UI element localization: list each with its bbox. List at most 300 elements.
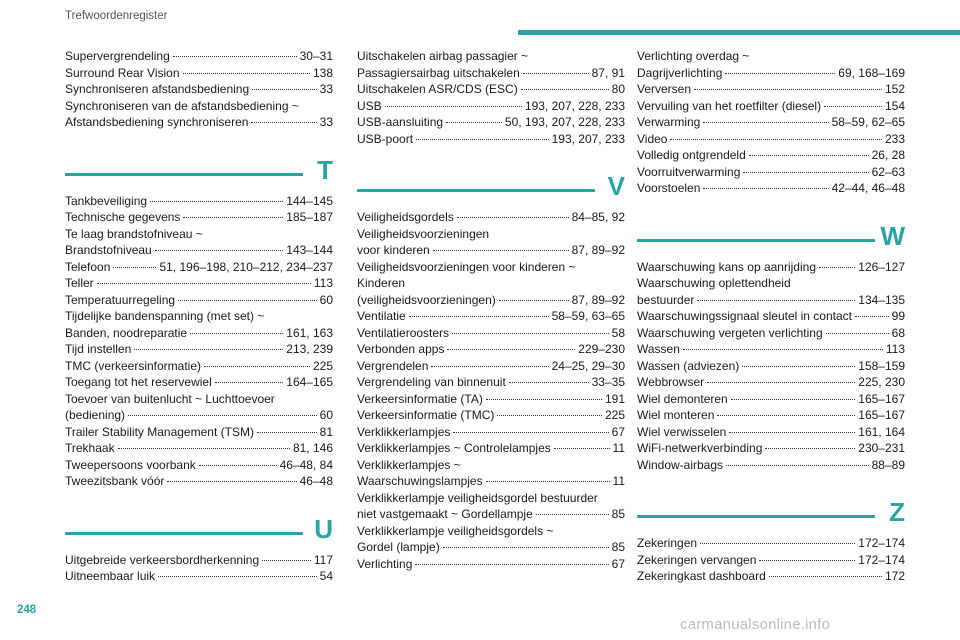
index-entry: [357, 424, 625, 441]
entry-text-line: Verklikkerlampjes ~: [357, 457, 461, 472]
entry-page-ref: 60: [319, 292, 333, 307]
entry-term: Surround Rear Vision: [65, 65, 180, 80]
index-entry: [637, 81, 905, 98]
section-rule: [637, 239, 875, 242]
entry-leader-row: [65, 242, 333, 259]
entry-term: Verkeersinformatie (TMC): [357, 408, 495, 422]
index-entry: [65, 65, 333, 82]
dot-leader: [707, 382, 855, 383]
entry-text-line: Veiligheidsvoorzieningen voor kinderen ~: [357, 259, 576, 274]
index-entry: [65, 440, 333, 457]
entry-term: Verversen: [637, 82, 692, 96]
dot-leader: [743, 172, 868, 173]
dot-leader: [683, 349, 883, 350]
running-header: Trefwoordenregister: [65, 10, 168, 22]
entry-page-ref: 46–48: [299, 474, 333, 488]
dot-leader: [150, 201, 283, 202]
entry-leader-row: [637, 292, 905, 309]
dot-leader: [155, 250, 284, 251]
entry-leader-row: [637, 424, 905, 441]
dot-leader: [749, 155, 869, 156]
dot-leader: [262, 560, 311, 561]
entry-term: Tweezitsbank vóór: [65, 474, 165, 488]
entry-leader-row: [637, 358, 905, 375]
entry-term: Vergrendelen: [357, 358, 429, 373]
entry-leader-row: [637, 440, 905, 457]
dot-leader: [703, 122, 828, 123]
entry-page-ref: 185–187: [286, 210, 333, 224]
entry-term: Afstandsbediening synchroniseren: [65, 115, 249, 129]
index-entry: [637, 275, 905, 308]
index-entry: [637, 391, 905, 408]
entry-page-ref: 67: [611, 556, 625, 571]
index-entry: [357, 48, 625, 81]
entry-leader-row: [357, 424, 625, 441]
entry-page-ref: 229–230: [578, 342, 625, 356]
index-entry: [357, 81, 625, 98]
index-entry: [637, 440, 905, 457]
index-entry: [65, 48, 333, 65]
dot-leader: [173, 56, 297, 57]
index-entry: [357, 308, 625, 325]
entry-text-line: Waarschuwing oplettendheid: [637, 276, 791, 290]
dot-leader: [453, 432, 608, 433]
entry-leader-row: [65, 552, 333, 569]
entry-term: Veiligheidsgordels: [357, 210, 454, 224]
entry-term: Uitschakelen ASR/CDS (ESC): [357, 82, 518, 96]
entry-leader-row: [357, 308, 625, 325]
index-entry: [357, 490, 625, 523]
entry-leader-row: [65, 440, 333, 457]
entry-page-ref: 33: [319, 82, 333, 96]
dot-leader: [694, 89, 882, 90]
index-entry: [357, 407, 625, 424]
entry-page-ref: 50, 193, 207, 228, 233: [504, 115, 625, 129]
entry-term: bestuurder: [637, 292, 695, 307]
entry-term: Video: [637, 131, 668, 146]
index-entry: [65, 308, 333, 341]
dot-leader: [742, 366, 855, 367]
index-entry: [637, 424, 905, 441]
section-rule: [65, 532, 303, 535]
entry-page-ref: 134–135: [858, 292, 905, 307]
dot-leader: [385, 106, 522, 107]
entry-page-ref: 126–127: [858, 259, 905, 274]
index-entry: [357, 457, 625, 490]
section-letter: U: [314, 513, 333, 544]
entry-leader-row: [637, 568, 905, 585]
index-entry: [637, 358, 905, 375]
entry-term: Trailer Stability Management (TSM): [65, 424, 254, 439]
index-entry: [65, 193, 333, 210]
entry-page-ref: 87, 91: [591, 65, 625, 80]
entry-page-ref: 117: [313, 552, 333, 567]
index-column-2: [357, 48, 625, 572]
index-entry: [637, 568, 905, 585]
dot-leader: [554, 448, 610, 449]
page-number: 248: [17, 604, 37, 616]
entry-term: Gordel (lampje): [357, 540, 440, 554]
entry-text-line: Tijdelijke bandenspanning (met set) ~: [65, 309, 265, 323]
entry-page-ref: 88–89: [871, 457, 905, 472]
entry-leader-row: [637, 147, 905, 164]
entry-leader-row: [357, 209, 625, 226]
entry-leader-row: [65, 341, 333, 358]
entry-text-line: Synchroniseren van de afstandsbediening ~: [65, 98, 299, 113]
dot-leader: [178, 300, 317, 301]
entry-leader-row: [637, 552, 905, 569]
index-entry: [637, 164, 905, 181]
entry-term: Uitgebreide verkeersbordherkenning: [65, 552, 260, 567]
entry-term: Wassen: [637, 342, 680, 356]
dot-leader: [113, 267, 156, 268]
dot-leader: [536, 514, 609, 515]
index-entry: [65, 259, 333, 276]
entry-page-ref: 60: [319, 408, 333, 422]
entry-page-ref: 172–174: [858, 552, 905, 567]
entry-page-ref: 213, 239: [286, 342, 333, 356]
entry-page-ref: 26, 28: [871, 148, 905, 162]
section-rule: [357, 189, 595, 192]
entry-term: Wassen (adviezen): [637, 358, 740, 373]
entry-leader-row: [637, 341, 905, 358]
entry-leader-row: [65, 358, 333, 375]
entry-term: Tankbeveiliging: [65, 193, 148, 208]
dot-leader: [731, 399, 856, 400]
index-entry: [65, 81, 333, 98]
entry-leader-row: [65, 259, 333, 276]
entry-text-line: Verklikkerlampje veiligheidsgordels ~: [357, 523, 554, 538]
entry-leader-row: [357, 374, 625, 391]
dot-leader: [499, 300, 569, 301]
section-header: [637, 495, 905, 531]
entry-term: Telefoon: [65, 259, 111, 274]
index-entry: [357, 98, 625, 115]
dot-leader: [697, 300, 855, 301]
entry-leader-row: [65, 275, 333, 292]
entry-term: Wiel monteren: [637, 408, 715, 422]
entry-term: (bediening): [65, 408, 126, 422]
dot-leader: [509, 382, 589, 383]
section-header: [637, 219, 905, 255]
entry-page-ref: 46–48, 84: [279, 457, 333, 472]
entry-term: Webbrowser: [637, 375, 705, 389]
entry-leader-row: [637, 164, 905, 181]
entry-leader-row: [357, 98, 625, 115]
entry-term: Verbonden apps: [357, 342, 445, 356]
dot-leader: [128, 415, 317, 416]
entry-text-line: Toevoer van buitenlucht ~ Luchttoevoer: [65, 391, 275, 406]
index-entry: [65, 457, 333, 474]
dot-leader: [415, 564, 608, 565]
entry-text-line: Verklikkerlampje veiligheidsgordel bestuurder: [357, 490, 598, 505]
dot-leader: [486, 481, 610, 482]
dot-leader: [523, 73, 589, 74]
entry-leader-row: [65, 424, 333, 441]
entry-page-ref: 233: [884, 131, 905, 146]
entry-term: Waarschuwingssignaal sleutel in contact: [637, 309, 852, 323]
dot-leader: [521, 89, 609, 90]
index-entry: [357, 114, 625, 131]
entry-term: Volledig ontgrendeld: [637, 148, 746, 162]
index-entry: [637, 180, 905, 197]
index-entry: [357, 325, 625, 342]
entry-leader-row: [65, 325, 333, 342]
entry-page-ref: 87, 89–92: [571, 292, 625, 307]
entry-leader-row: [357, 325, 625, 342]
entry-term: Window-airbags: [637, 457, 724, 472]
index-column-1: [65, 48, 333, 585]
index-entry: [637, 535, 905, 552]
entry-page-ref: 11: [612, 441, 625, 455]
entry-term: voor kinderen: [357, 243, 430, 257]
entry-term: niet vastgemaakt ~ Gordellampje: [357, 507, 533, 521]
entry-leader-row: [357, 440, 625, 457]
section-letter: W: [880, 220, 905, 251]
entry-leader-row: [357, 292, 625, 309]
index-entry: [357, 391, 625, 408]
section-rule: [637, 515, 875, 518]
dot-leader: [725, 73, 835, 74]
entry-page-ref: 113: [885, 342, 905, 356]
entry-page-ref: 42–44, 46–48: [831, 181, 905, 195]
entry-page-ref: 81: [319, 424, 333, 439]
entry-leader-row: [65, 65, 333, 82]
entry-page-ref: 113: [313, 276, 333, 290]
dot-leader: [759, 560, 855, 561]
entry-leader-row: [357, 407, 625, 424]
entry-page-ref: 58–59, 63–65: [551, 309, 625, 323]
entry-leader-row: [357, 556, 625, 573]
section-header: [357, 169, 625, 205]
entry-page-ref: 24–25, 29–30: [551, 358, 625, 373]
index-entry: [357, 358, 625, 375]
entry-term: Verkeersinformatie (TA): [357, 391, 483, 406]
index-entry: [637, 325, 905, 342]
index-entry: [65, 292, 333, 309]
entry-page-ref: 161, 164: [858, 424, 905, 439]
index-entry: [65, 98, 333, 131]
entry-leader-row: [637, 457, 905, 474]
entry-page-ref: 99: [891, 309, 905, 323]
index-entry: [65, 358, 333, 375]
dot-leader: [819, 267, 855, 268]
entry-term: USB-aansluiting: [357, 115, 444, 129]
entry-leader-row: [65, 114, 333, 131]
entry-page-ref: 158–159: [858, 358, 905, 373]
entry-leader-row: [357, 506, 625, 523]
dot-leader: [717, 415, 855, 416]
watermark: carmanualsonline.info: [680, 616, 831, 633]
index-entry: [637, 407, 905, 424]
dot-leader: [765, 448, 855, 449]
entry-page-ref: 58: [611, 325, 625, 340]
index-entry: [357, 259, 625, 309]
entry-term: Waarschuwing kans op aanrijding: [637, 259, 816, 274]
dot-leader: [252, 89, 317, 90]
entry-page-ref: 193, 207, 228, 233: [524, 98, 625, 113]
entry-leader-row: [357, 242, 625, 259]
entry-page-ref: 33: [319, 115, 333, 129]
section-letter: V: [607, 171, 625, 201]
entry-leader-row: [637, 407, 905, 424]
entry-leader-row: [65, 473, 333, 490]
entry-page-ref: 33–35: [591, 375, 625, 389]
entry-page-ref: 58–59, 62–65: [831, 115, 905, 129]
entry-leader-row: [357, 391, 625, 408]
dot-leader: [486, 399, 602, 400]
index-entry: [637, 259, 905, 276]
dot-leader: [497, 415, 602, 416]
dot-leader: [134, 349, 283, 350]
entry-page-ref: 193, 207, 233: [551, 131, 625, 146]
entry-leader-row: [637, 259, 905, 276]
entry-page-ref: 30–31: [299, 49, 333, 63]
index-entry: [637, 552, 905, 569]
entry-term: Zekeringen: [637, 536, 698, 550]
entry-page-ref: 165–167: [858, 408, 905, 422]
entry-term: (veiligheidsvoorzieningen): [357, 292, 496, 307]
index-entry: [65, 226, 333, 259]
entry-leader-row: [65, 292, 333, 309]
entry-leader-row: [357, 114, 625, 131]
entry-term: Verklikkerlampjes ~ Controlelampjes: [357, 441, 551, 455]
entry-page-ref: 81, 146: [292, 441, 333, 455]
entry-page-ref: 230–231: [858, 441, 905, 455]
dot-leader: [215, 382, 284, 383]
index-entry: [65, 568, 333, 585]
entry-term: Vervuiling van het roetfilter (diesel): [637, 98, 822, 113]
index-entry: [637, 131, 905, 148]
dot-leader: [670, 139, 881, 140]
dot-leader: [826, 333, 889, 334]
entry-page-ref: 138: [312, 65, 333, 80]
entry-page-ref: 161, 163: [286, 325, 333, 340]
index-entry: [637, 48, 905, 81]
section-header: [65, 512, 333, 548]
entry-page-ref: 225: [312, 358, 333, 373]
index-entry: [637, 374, 905, 391]
entry-text-line: Te laag brandstofniveau ~: [65, 226, 203, 241]
entry-term: Wiel verwisselen: [637, 424, 727, 439]
entry-text-line: Veiligheidsvoorzieningen: [357, 226, 490, 241]
entry-leader-row: [637, 535, 905, 552]
dot-leader: [700, 543, 855, 544]
index-entry: [65, 552, 333, 569]
index-entry: [637, 147, 905, 164]
entry-term: Tijd instellen: [65, 342, 132, 356]
dot-leader: [433, 250, 569, 251]
entry-page-ref: 172: [884, 569, 905, 583]
entry-page-ref: 172–174: [858, 536, 905, 550]
index-entry: [357, 341, 625, 358]
entry-leader-row: [357, 65, 625, 82]
entry-page-ref: 85: [611, 540, 625, 554]
index-entry: [357, 131, 625, 148]
entry-text-line: Verlichting overdag ~: [637, 49, 750, 63]
entry-page-ref: 51, 196–198, 210–212, 234–237: [159, 259, 333, 274]
entry-page-ref: 191: [604, 391, 625, 406]
dot-leader: [729, 432, 855, 433]
entry-page-ref: 144–145: [286, 193, 333, 208]
entry-page-ref: 143–144: [286, 243, 333, 257]
entry-leader-row: [357, 131, 625, 148]
entry-leader-row: [637, 114, 905, 131]
entry-term: Uitneembaar luik: [65, 569, 156, 583]
section-letter: Z: [889, 497, 905, 527]
entry-leader-row: [637, 131, 905, 148]
entry-page-ref: 69, 168–169: [838, 65, 905, 80]
entry-leader-row: [65, 374, 333, 391]
entry-term: Supervergrendeling: [65, 49, 170, 63]
index-entry: [637, 308, 905, 325]
dot-leader: [190, 333, 283, 334]
entry-leader-row: [637, 308, 905, 325]
entry-term: Voorstoelen: [637, 181, 701, 195]
entry-term: Waarschuwing vergeten verlichting: [637, 325, 823, 340]
index-entry: [65, 209, 333, 226]
entry-page-ref: 87, 89–92: [571, 243, 625, 257]
section-rule: [65, 173, 303, 176]
entry-term: Waarschuwingslampjes: [357, 474, 483, 488]
entry-page-ref: 85: [611, 507, 625, 521]
entry-term: TMC (verkeersinformatie): [65, 358, 202, 373]
entry-leader-row: [637, 81, 905, 98]
entry-term: Zekeringen vervangen: [637, 552, 757, 567]
dot-leader: [431, 366, 548, 367]
dot-leader: [452, 333, 609, 334]
dot-leader: [446, 122, 502, 123]
entry-page-ref: 165–167: [858, 391, 905, 406]
header-accent-bar: [518, 30, 960, 35]
dot-leader: [726, 465, 869, 466]
dot-leader: [199, 465, 277, 466]
entry-term: Verlichting: [357, 556, 413, 571]
entry-term: USB: [357, 98, 382, 113]
entry-term: Wiel demonteren: [637, 391, 728, 406]
entry-leader-row: [65, 193, 333, 210]
dot-leader: [409, 316, 549, 317]
entry-term: Trekhaak: [65, 441, 115, 455]
entry-term: Dagrijverlichting: [637, 65, 723, 80]
dot-leader: [855, 316, 889, 317]
dot-leader: [824, 106, 882, 107]
dot-leader: [443, 547, 609, 548]
entry-term: Teller: [65, 276, 94, 290]
dot-leader: [167, 481, 296, 482]
entry-term: Synchroniseren afstandsbediening: [65, 82, 250, 96]
entry-leader-row: [637, 374, 905, 391]
entry-term: Zekeringkast dashboard: [637, 569, 766, 583]
entry-leader-row: [65, 48, 333, 65]
entry-term: Toegang tot het reservewiel: [65, 375, 212, 389]
entry-leader-row: [65, 568, 333, 585]
entry-term: Verklikkerlampjes: [357, 424, 451, 439]
dot-leader: [457, 217, 569, 218]
section-letter: T: [317, 154, 333, 185]
entry-text-line: Uitschakelen airbag passagier ~: [357, 49, 529, 63]
entry-page-ref: 62–63: [871, 164, 905, 179]
dot-leader: [447, 349, 575, 350]
entry-term: Passagiersairbag uitschakelen: [357, 65, 520, 80]
entry-term: Tweepersoons voorbank: [65, 457, 196, 472]
entry-leader-row: [637, 180, 905, 197]
entry-leader-row: [65, 457, 333, 474]
entry-page-ref: 84–85, 92: [571, 210, 625, 224]
index-entry: [357, 209, 625, 226]
index-entry: [357, 523, 625, 556]
entry-text-line: Kinderen: [357, 276, 406, 290]
